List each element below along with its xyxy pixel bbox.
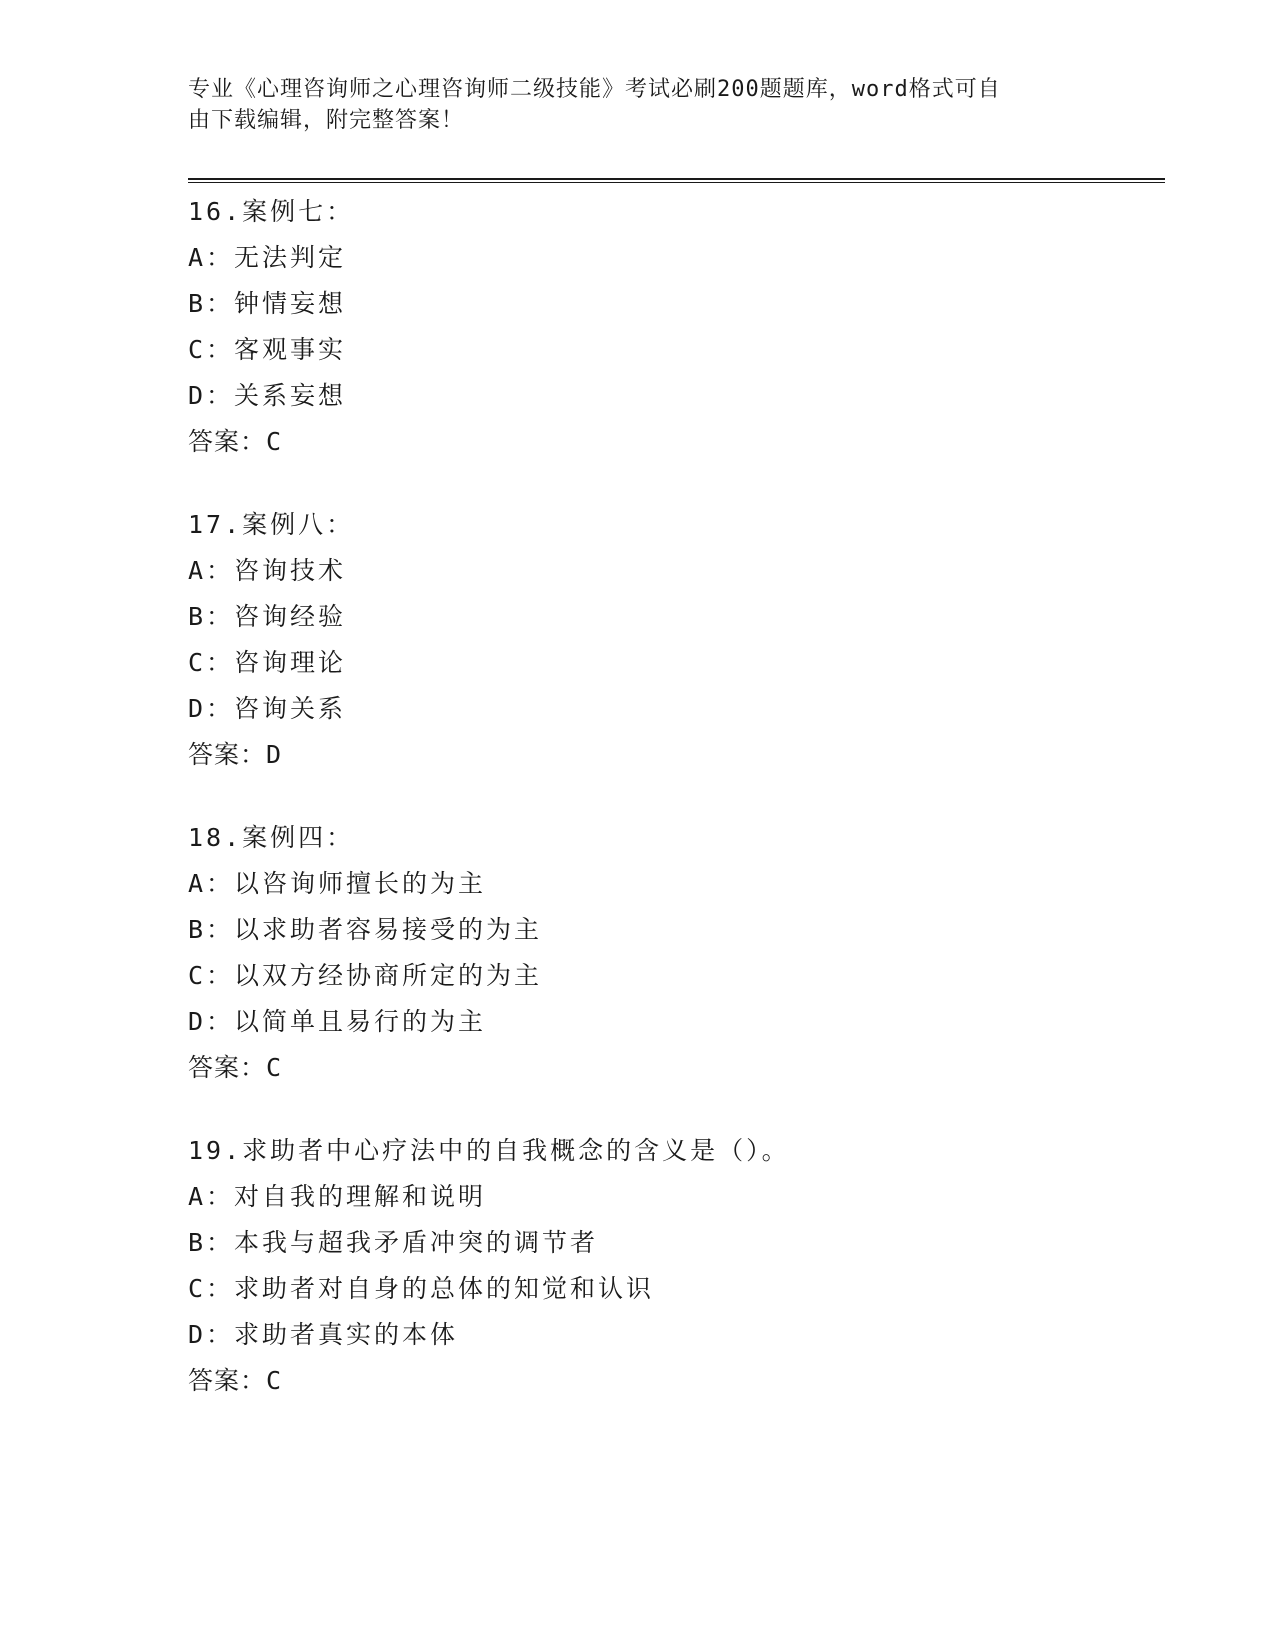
question-stem: 16.案例七： <box>188 197 355 226</box>
option-a: A：以咨询师擅长的为主 <box>188 869 487 898</box>
option-b: B：咨询经验 <box>188 602 347 631</box>
answer-label: 答案： <box>188 1366 267 1395</box>
answer-label: 答案： <box>188 427 267 456</box>
option-c: C：求助者对自身的总体的知觉和认识 <box>188 1274 655 1303</box>
answer-value: C <box>266 1366 283 1395</box>
option-b: B：钟情妄想 <box>188 289 347 318</box>
option-b: B：以求助者容易接受的为主 <box>188 915 543 944</box>
header-line-1: 专业《心理咨询师之心理咨询师二级技能》考试必刷200题题库，word格式可自 <box>188 77 1001 102</box>
question-17 <box>188 502 1148 778</box>
option-a: A：无法判定 <box>188 243 347 272</box>
header-line-2: 由下载编辑，附完整答案！ <box>188 108 465 133</box>
option-d: D：关系妄想 <box>188 381 347 410</box>
option-b: B：本我与超我矛盾冲突的调节者 <box>188 1228 599 1257</box>
answer-value: C <box>266 1053 283 1082</box>
answer-label: 答案： <box>188 740 267 769</box>
question-stem: 18.案例四： <box>188 823 355 852</box>
option-a: A：对自我的理解和说明 <box>188 1182 487 1211</box>
answer-line <box>188 732 1148 778</box>
document-header <box>188 74 1078 136</box>
question-stem: 19.求助者中心疗法中的自我概念的含义是（）。 <box>188 1136 790 1165</box>
question-16 <box>188 189 1148 465</box>
answer-line <box>188 419 1148 465</box>
option-a: A：咨询技术 <box>188 556 347 585</box>
option-d: D：求助者真实的本体 <box>188 1320 459 1349</box>
option-c: C：咨询理论 <box>188 648 347 677</box>
answer-line <box>188 1045 1148 1091</box>
question-18 <box>188 815 1148 1091</box>
answer-label: 答案： <box>188 1053 267 1082</box>
question-list <box>188 189 1148 1441</box>
option-d: D：以简单且易行的为主 <box>188 1007 487 1036</box>
answer-value: D <box>266 740 283 769</box>
answer-line <box>188 1358 1148 1404</box>
option-d: D：咨询关系 <box>188 694 347 723</box>
option-c: C：以双方经协商所定的为主 <box>188 961 543 990</box>
answer-value: C <box>266 427 283 456</box>
question-19 <box>188 1128 1148 1404</box>
option-c: C：客观事实 <box>188 335 347 364</box>
question-stem: 17.案例八： <box>188 510 355 539</box>
header-divider <box>188 178 1165 183</box>
